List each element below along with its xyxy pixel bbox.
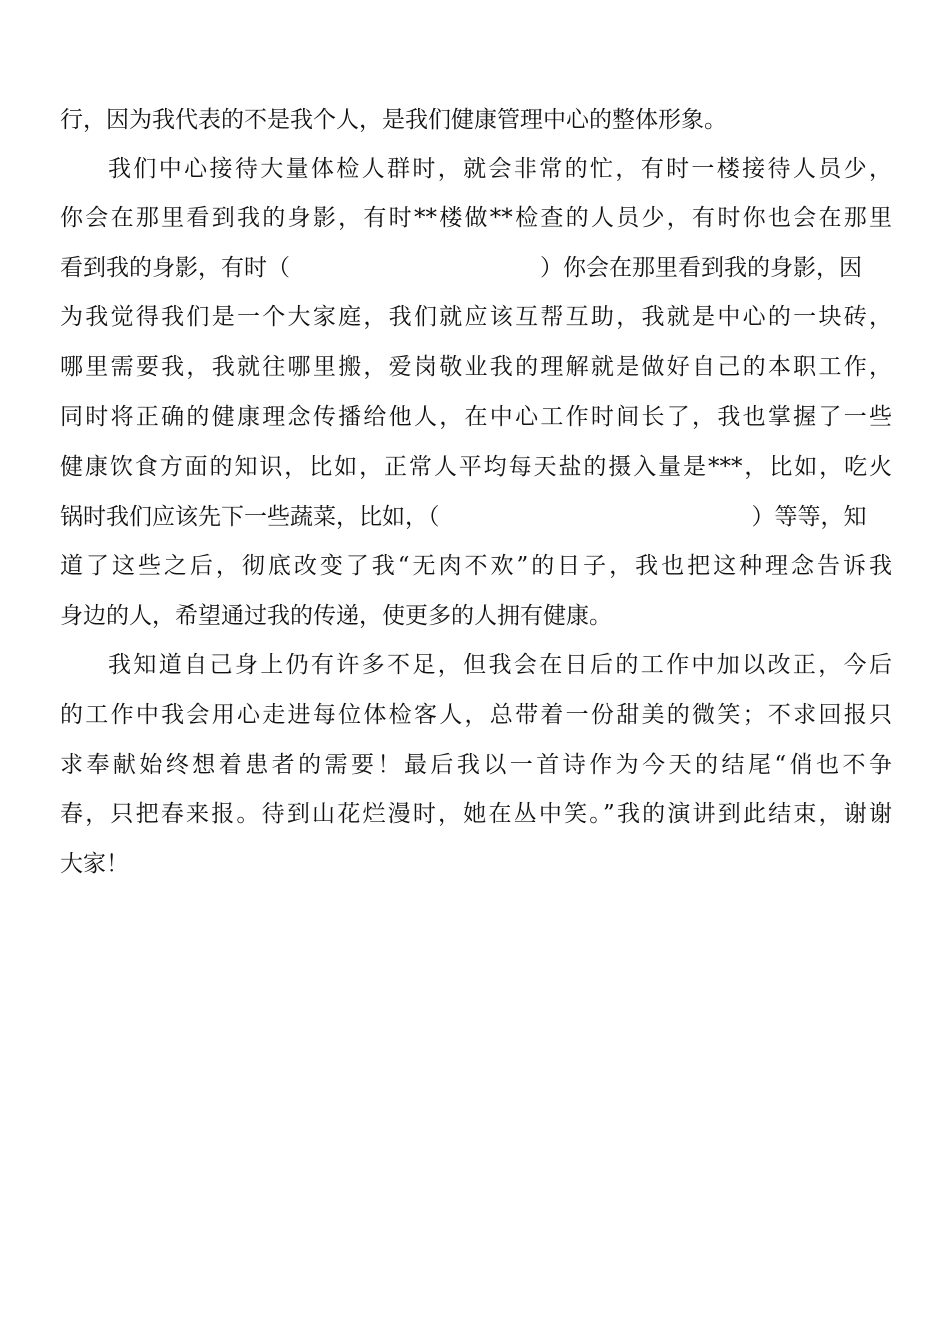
paragraph-3-line-3: 求奉献始终想着患者的需要！最后我以一首诗作为今天的结尾“俏也不争 [60,752,892,778]
paragraph-2-line-7: 健康饮食方面的知识，比如，正常人平均每天盐的摄入量是***，比如，吃火 [60,454,892,480]
paragraph-2-line-1: 我们中心接待大量体检人群时，就会非常的忙，有时一楼接待人员少， [108,156,892,182]
paragraph-1-line-1: 行，因为我代表的不是我个人，是我们健康管理中心的整体形象。 [60,107,727,133]
paragraph-3-line-5: 大家！ [60,851,129,877]
paragraph-3-line-4: 春，只把春来报。待到山花烂漫时，她在丛中笑。”我的演讲到此结束，谢谢 [60,801,892,827]
paragraph-2-line-10: 身边的人，希望通过我的传递，使更多的人拥有健康。 [60,603,612,629]
paragraph-2-line-3-text-after-blank: ）你会在那里看到我的身影，因 [540,255,862,281]
paragraph-2-line-3-text-before-blank: 看到我的身影，有时（ [60,255,290,281]
paragraph-2-line-6: 同时将正确的健康理念传播给他人，在中心工作时间长了，我也掌握了一些 [60,404,892,430]
paragraph-2-line-5: 哪里需要我，我就往哪里搬，爱岗敬业我的理解就是做好自己的本职工作， [60,354,892,380]
paragraph-2-line-3 [60,250,892,286]
paragraph-2-line-8 [60,499,892,535]
paragraph-2-line-8-text-after-blank: ）等等，知 [751,504,867,530]
paragraph-2-line-8-text-before-blank: 锅时我们应该先下一些蔬菜，比如，（ [60,504,440,530]
paragraph-2-line-2: 你会在那里看到我的身影，有时**楼做**检查的人员少，有时你也会在那里 [60,205,892,231]
paragraph-2-line-9: 道了这些之后，彻底改变了我“无肉不欢”的日子，我也把这种理念告诉我 [60,553,892,579]
paragraph-2-line-4: 为我觉得我们是一个大家庭，我们就应该互帮互助，我就是中心的一块砖， [60,304,892,330]
paragraph-3-line-1: 我知道自己身上仍有许多不足，但我会在日后的工作中加以改正，今后 [108,652,892,678]
paragraph-3-line-2: 的工作中我会用心走进每位体检客人，总带着一份甜美的微笑；不求回报只 [60,702,892,728]
